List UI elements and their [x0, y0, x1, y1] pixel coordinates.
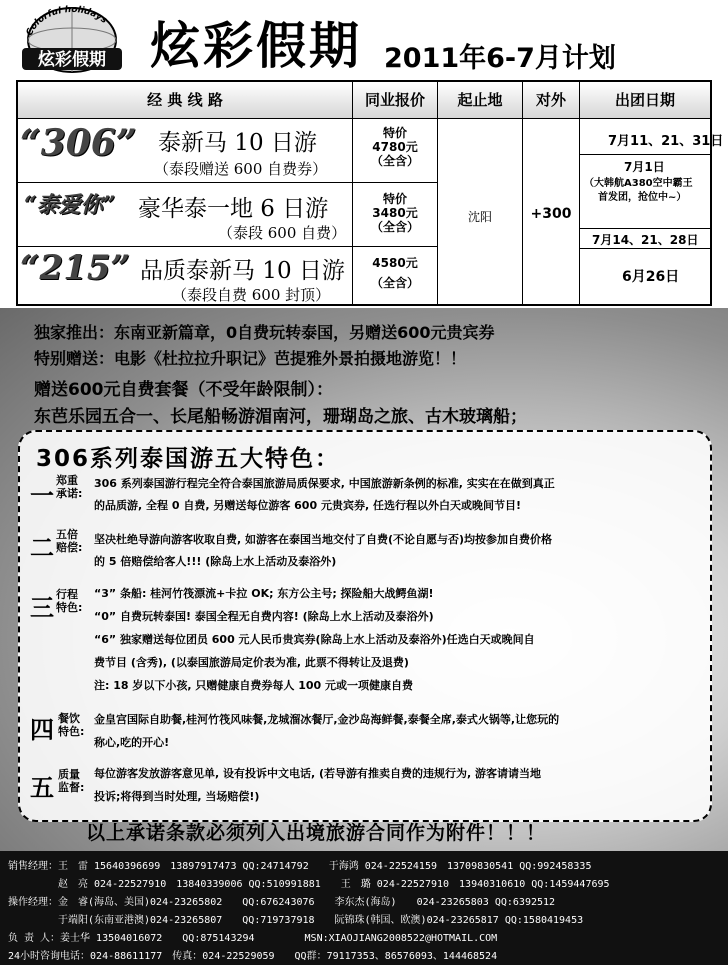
feature-number: 二 [30, 533, 54, 562]
brand-logo [16, 4, 128, 74]
feature-number: 四 [30, 715, 54, 744]
departure-dates: 7月14、21、28日 [592, 233, 699, 247]
feature-number: 三 [30, 593, 54, 622]
route-code-thai-love: “泰爱你” [24, 192, 116, 218]
feature-text: “3” 条船: 桂河竹筏漂流+卡拉 OK; 东方公主号; 探险船大战鳄鱼湖! [94, 587, 434, 600]
contact-row: 负 责 人：姜士华 13504016072 QQ:875143294 MSN:XIAOJIANG2008522@HOTMAIL.COM [8, 933, 498, 944]
contact-footer [0, 851, 728, 965]
promo-line: 特别赠送：电影《杜拉拉升职记》芭提雅外景拍摄地游览！！ [34, 349, 467, 368]
feature-label: 五倍赔偿: [56, 528, 83, 554]
retail-markup: +300 [530, 206, 572, 222]
route-note: （泰段 600 自费） [218, 224, 347, 242]
feature-text: 的品质游, 全程 0 自费, 另赠送每位游客 600 元贵宾券, 任选行程以外白天或晚间节目! [94, 499, 521, 512]
feature-label: 餐饮特色: [58, 712, 85, 738]
feature-text: 306 系列泰国游行程完全符合泰国旅游局质保要求, 中国旅游新条例的标准, 实实在在做到真正 [94, 477, 555, 490]
route-note: （泰段自费 600 封顶） [172, 286, 331, 304]
feature-label: 行程特色: [56, 588, 83, 614]
feature-label: 质量监督: [58, 768, 85, 794]
departure-dates: 7月1日 [624, 160, 665, 174]
contract-attachment-note: 以上承诺条款必须列入出境旅游合同作为附件！！！ [86, 822, 547, 844]
contact-row: 赵 亮 024-22527910 13840339006 QQ:510991881 王 璐 024-22527910 13940310610 QQ:1459447695 [8, 879, 610, 890]
svg-text:炫彩假期: 炫彩假期 [38, 50, 106, 70]
feature-text: 金皇宫国际自助餐,桂河竹筏风味餐,龙城溜冰餐厅,金沙岛海鲜餐,泰餐全席,泰式火锅等,让您玩的 [94, 713, 560, 726]
feature-text: “0” 自费玩转泰国! 泰国全程无自费内容! (除岛上水上活动及泰浴外) [94, 610, 434, 623]
col-header-dates: 出团日期 [580, 82, 710, 118]
feature-text: 每位游客发放游客意见单, 设有投诉中文电话, (若导游有推卖自费的违规行为, 游客请请当地 [94, 767, 542, 780]
contact-row: 于端阳(东南亚港澳)024-23265807 QQ:719737918 阮锦珠(韩国、欧澳)024-23265817 QQ:1580419453 [8, 915, 584, 926]
price-cell: 特价 3480元 （全含） [370, 192, 419, 234]
feature-number: 五 [30, 773, 54, 802]
route-note: （泰段赠送 600 自费券） [154, 160, 328, 178]
route-name: 品质泰新马 10 日游 [140, 258, 345, 284]
promo-line: 赠送600元自费套餐（不受年龄限制）： [34, 380, 333, 400]
departure-note: （大韩航A380空中霸王 [584, 178, 693, 189]
col-header-depart: 起止地 [438, 82, 522, 118]
svg-text:Colorful holidays: Colorful holidays [24, 4, 109, 38]
contact-row: 销售经理：王 雷 15640396699 13897917473 QQ:24714792 于海鸿 024-22524159 13709830541 QQ:992458335 [8, 861, 592, 872]
departure-dates: 6月26日 [622, 269, 680, 285]
col-header-price: 同业报价 [353, 82, 437, 118]
route-code-215: “215” [20, 248, 131, 288]
feature-text: 费节目 (含秀), (以泰国旅游局定价表为准, 此票不得转让及退费) [94, 656, 409, 669]
feature-text: 注: 18 岁以下小孩, 只赠健康自费券每人 100 元或一项健康自费 [94, 679, 413, 692]
route-name: 泰新马 10 日游 [158, 130, 317, 156]
page-subtitle: 2011年6-7月计划 [384, 43, 616, 74]
col-header-route: 经 典 线 路 [18, 82, 352, 118]
feature-number: 一 [30, 481, 54, 510]
features-heading: 306系列泰国游五大特色： [36, 446, 341, 472]
departure-note: 首发团，抢位中~） [598, 192, 687, 203]
feature-text: 投诉;将得到当时处理, 当场赔偿!) [94, 790, 260, 803]
feature-text: 称心,吃的开心! [94, 736, 170, 749]
feature-label: 郑重承诺: [56, 474, 83, 500]
feature-text: 的 5 倍赔偿给客人!!! (除岛上水上活动及泰浴外) [94, 555, 337, 568]
feature-text: “6” 独家赠送每位团员 600 元人民币贵宾券(除岛上水上活动及泰浴外)任选白天或晚间自 [94, 633, 535, 646]
contact-row: 24小时咨询电话：024-88611177 传真：024-22529059 QQ群：79117353、86576093、144468524 [8, 951, 498, 962]
departure-dates: 7月11、21、31日 [608, 134, 724, 149]
route-code-306: “306” [20, 122, 137, 164]
page-title: 炫彩假期 [150, 17, 362, 75]
depart-city: 沈阳 [467, 210, 492, 224]
feature-text: 坚决杜绝导游向游客收取自费, 如游客在泰国当地交付了自费(不论自愿与否)均按参加自费价格 [94, 533, 553, 546]
contact-row: 操作经理：金 睿(海岛、美国)024-23265802 QQ:676243076 李东杰(海岛) 024-23265803 QQ:6392512 [8, 897, 556, 908]
price-cell: 特价 4780元 （全含） [370, 126, 419, 168]
promo-line: 东芭乐园五合一、长尾船畅游湄南河，珊瑚岛之旅、古木玻璃船； [34, 407, 527, 427]
route-price-table [16, 80, 724, 306]
route-name: 豪华泰一地 6 日游 [138, 196, 329, 222]
price-cell: 4580元 （全含） [370, 256, 419, 290]
promo-line: 独家推出：东南亚新篇章，0自费玩转泰国，另赠送600元贵宾券 [34, 323, 495, 342]
col-header-markup: 对外 [523, 82, 579, 118]
